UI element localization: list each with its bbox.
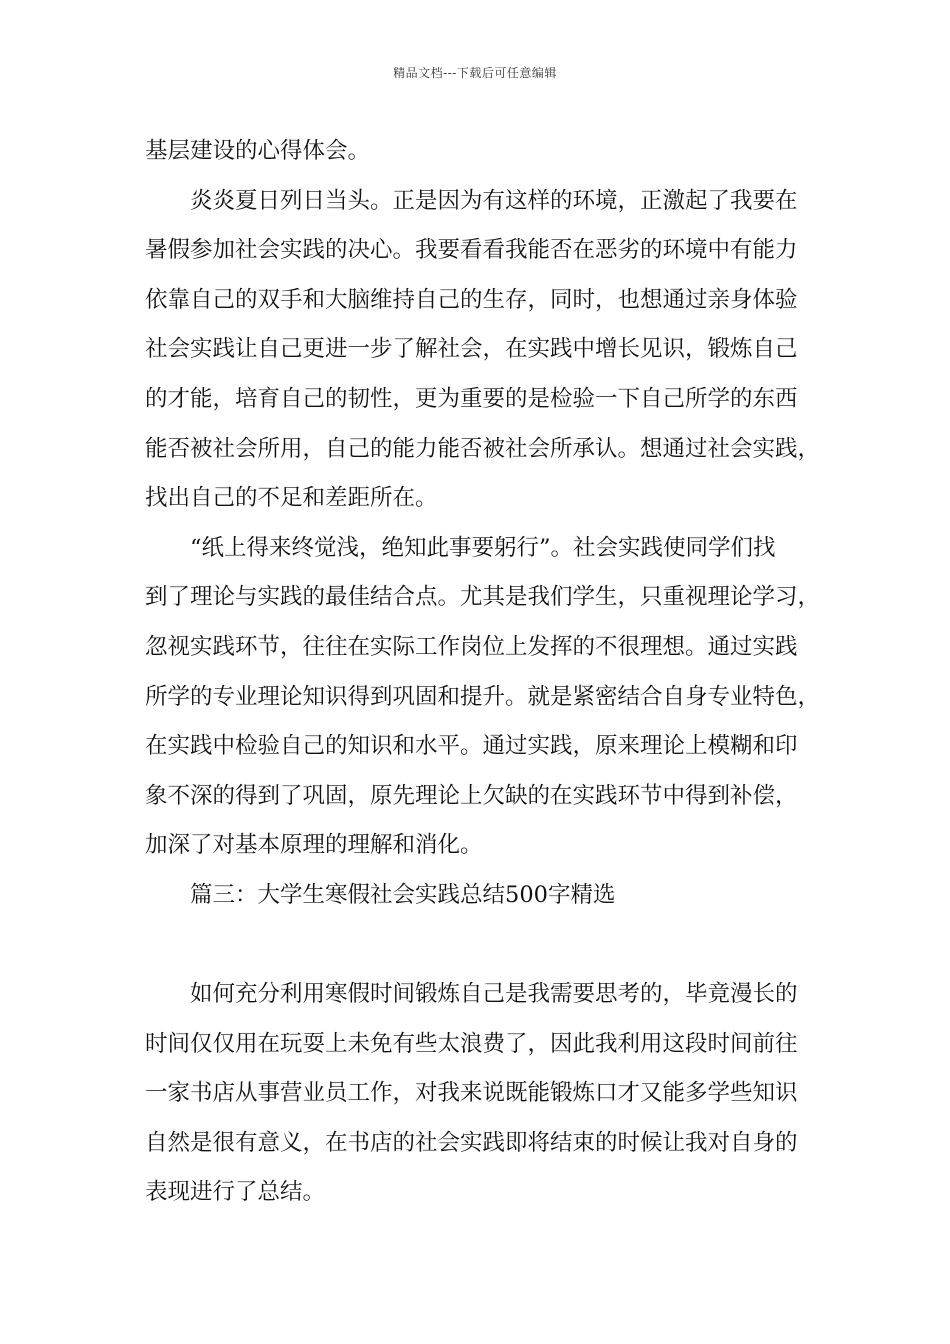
text-line: 在实践中检验自己的知识和水平。通过实践，原来理论上模糊和印: [145, 733, 798, 760]
text-line: “纸上得来终觉浅，绝知此事要躬行”。社会实践使同学们找: [145, 534, 776, 561]
text-line: 社会实践让自己更进一步了解社会，在实践中增长见识，锻炼自己: [145, 336, 798, 363]
text-line: 如何充分利用寒假时间锻炼自己是我需要思考的，毕竟漫长的: [145, 981, 798, 1008]
text-line: 基层建设的心得体会。: [145, 138, 371, 164]
text-line: 的才能，培育自己的韧性，更为重要的是检验一下自己所学的东西: [145, 385, 798, 412]
text-line: 到了理论与实践的最佳结合点。尤其是我们学生，只重视理论学习，: [145, 584, 821, 611]
document-body: [145, 127, 835, 1218]
text-line: 所学的专业理论知识得到巩固和提升。就是紧密结合自身专业特色，: [145, 683, 821, 710]
text-line: 表现进行了总结。: [145, 1179, 326, 1206]
text-line: 忽视实践环节，往往在实际工作岗位上发挥的不很理想。通过实践: [145, 633, 798, 660]
text-line: 一家书店从事营业员工作，对我来说既能锻炼口才又能多学些知识: [145, 1080, 798, 1107]
text-line: 象不深的得到了巩固，原先理论上欠缺的在实践环节中得到补偿，: [145, 782, 798, 809]
blank-line: [145, 921, 835, 971]
section-heading: 篇三：大学生寒假社会实践总结500字精选: [145, 881, 616, 908]
text-line: 依靠自己的双手和大脑维持自己的生存，同时，也想通过亲身体验: [145, 286, 798, 313]
text-line: 炎炎夏日列日当头。正是因为有这样的环境，正激起了我要在: [145, 187, 798, 214]
text-line: 暑假参加社会实践的决心。我要看看我能否在恶劣的环境中有能力: [145, 237, 798, 264]
text-line: 时间仅仅用在玩耍上未免有些太浪费了，因此我利用这段时间前往: [145, 1030, 798, 1057]
text-line: 找出自己的不足和差距所在。: [145, 485, 438, 512]
text-line: 加深了对基本原理的理解和消化。: [145, 832, 483, 859]
text-line: 能否被社会所用，自己的能力能否被社会所承认。想通过社会实践，: [145, 435, 821, 462]
page-header: 精品文档---下载后可任意编辑: [393, 66, 557, 80]
text-line: 自然是很有意义，在书店的社会实践即将结束的时候让我对自身的: [145, 1129, 798, 1156]
